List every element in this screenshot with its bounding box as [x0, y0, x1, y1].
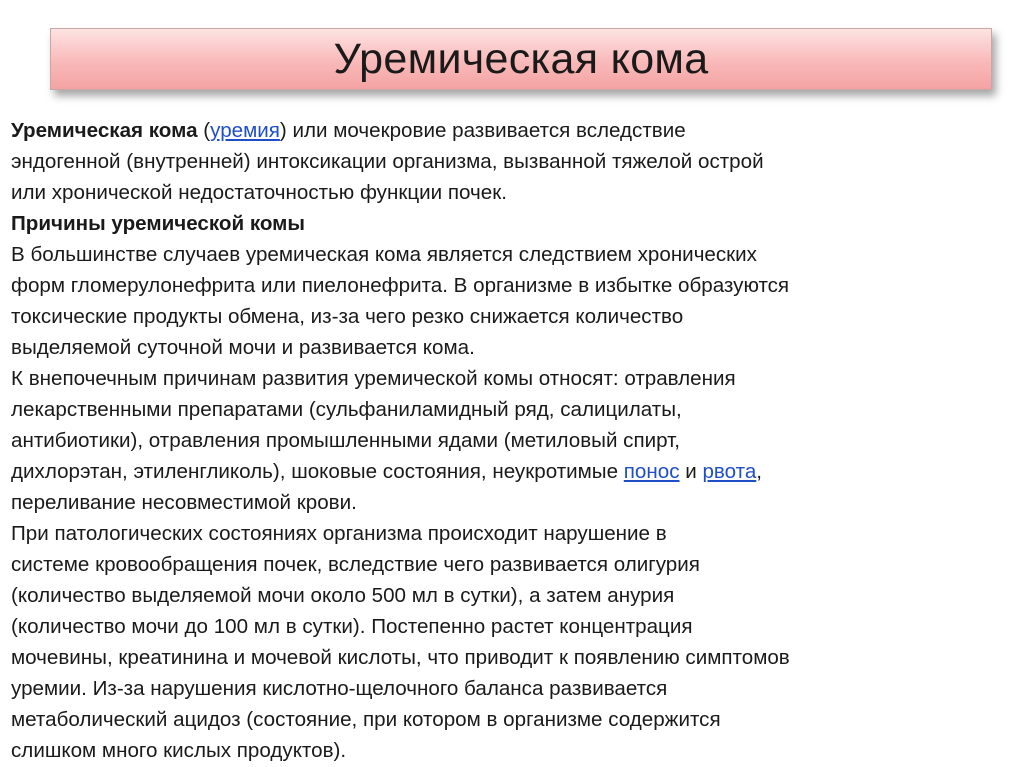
causes-heading: Причины уремической комы — [11, 212, 305, 235]
extrarenal-line: К внепочечным причинам развития уремической комы относят: отравления — [11, 367, 736, 390]
causes-line: В большинстве случаев уремическая кома является следствием хронических — [11, 243, 757, 266]
title-banner — [50, 28, 992, 90]
and-word: и — [679, 460, 703, 483]
intro-line-3: или хронической недостаточностью функции почек. — [11, 181, 507, 204]
pathology-line: При патологических состояниях организма происходит нарушение в — [11, 522, 667, 545]
intro-term: Уремическая кома — [11, 119, 198, 142]
pathology-line: системе кровообращения почек, вследствие чего развивается олигурия — [11, 553, 700, 576]
intro-line-1-rest: ) или мочекровие развивается вследствие — [279, 119, 686, 142]
pathology-line: метаболический ацидоз (состояние, при котором в организме содержится — [11, 708, 721, 731]
extrarenal-line-4 — [11, 456, 1011, 487]
pathology-line: (количество мочи до 100 мл в сутки). Постепенно растет концентрация — [11, 615, 693, 638]
slide-body — [11, 115, 1011, 766]
extrarenal-line-4-start: дихлорэтан, этиленгликоль), шоковые состояния, неукротимые — [11, 460, 624, 483]
diarrhea-link[interactable]: понос — [623, 460, 680, 483]
extrarenal-line: антибиотики), отравления промышленными ядами (метиловый спирт, — [11, 429, 680, 452]
intro-line-1 — [11, 115, 1011, 146]
extrarenal-line: лекарственными препаратами (сульфаниламидный ряд, салицилаты, — [11, 398, 682, 421]
pathology-line: мочевины, креатинина и мочевой кислоты, что приводит к появлению симптомов — [11, 646, 790, 669]
intro-line-2: эндогенной (внутренней) интоксикации организма, вызванной тяжелой острой — [11, 150, 764, 173]
vomit-link[interactable]: рвота — [702, 460, 757, 483]
causes-line: токсические продукты обмена, из-за чего резко снижается количество — [11, 305, 684, 328]
extrarenal-line-4-end: , — [756, 460, 763, 483]
causes-line: форм гломерулонефрита или пиелонефрита. В организме в избытке образуются — [11, 274, 790, 297]
slide-title: Уремическая кома — [333, 34, 709, 83]
pathology-line: слишком много кислых продуктов). — [11, 739, 347, 762]
pathology-line: уремии. Из-за нарушения кислотно-щелочного баланса развивается — [11, 677, 668, 700]
extrarenal-line-5: переливание несовместимой крови. — [11, 491, 357, 514]
intro-open-paren: ( — [197, 119, 211, 142]
pathology-line: (количество выделяемой мочи около 500 мл в сутки), а затем анурия — [11, 584, 675, 607]
uremia-link[interactable]: уремия — [210, 119, 280, 142]
causes-line: выделяемой суточной мочи и развивается кома. — [11, 336, 475, 359]
